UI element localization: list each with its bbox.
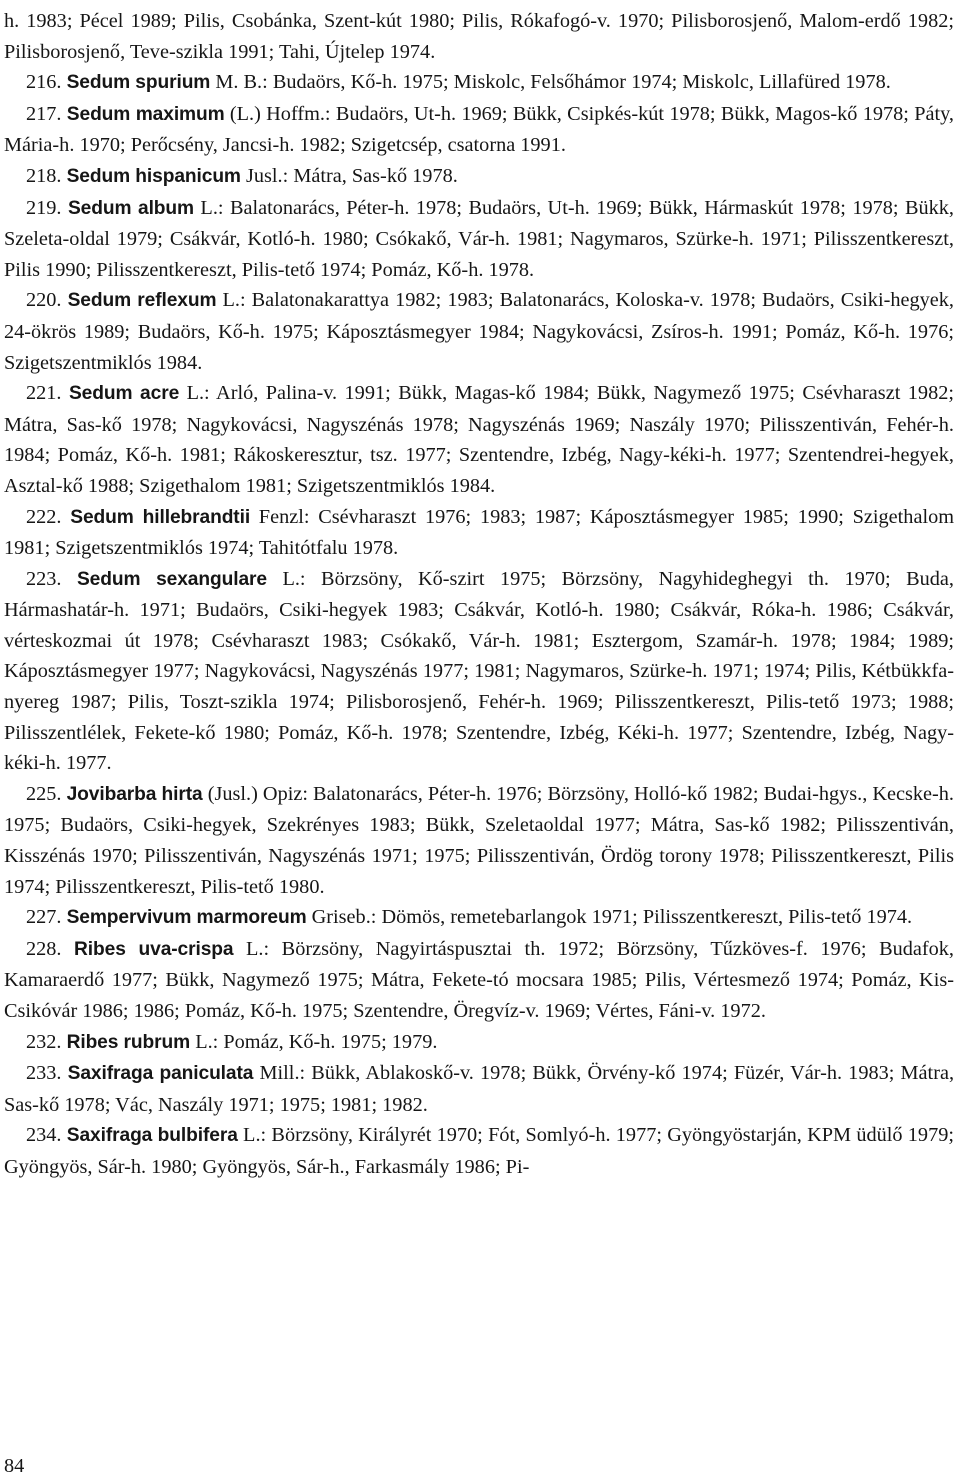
species-entry (4, 99, 954, 161)
species-entry (4, 564, 954, 779)
species-entry (4, 1058, 954, 1120)
species-name: Sedum acre (68, 383, 180, 405)
entry-number: 227. (26, 906, 62, 929)
locality-list: Börzsöny, Kő-szirt 1975; Börzsöny, Nagyhideghegyi th. 1970; Buda, Hármashatár-h. 1971; Budaörs, Csiki-hegyek 1983; Csákvár, Kotló-h. 1980; Csákvár, Róka-h. 1986; Csákvár, vérteskozmai út 1978; Csévharaszt 1983; Csókakő, Vár-h. 1981; Esztergom, Szamár-h. 1978; 1984; 1989; Káposztásmegyer 1977; Nagykovácsi, Nagyszénás 1977; 1981; Nagymaros, Szürke-h. 1971; 1974; Pilis, Kétbükkfa-nyereg 1987; Pilis, Toszt-szikla 1974; Pilisborosjenő, Fehér-h. 1969; Pilisszentkereszt, Pilis-tető 1973; 1988; Pilisszentlélek, Fekete-kő 1980; Pomáz, Kő-h. 1978; Szentendre, Izbég, Kéki-h. 1977; Szentendre, Izbég, Nagy-kéki-h. 1977. (4, 567, 954, 775)
locality-list: Balatonakarattya 1982; 1983; Balatonarács, Koloska-v. 1978; Budaörs, Csiki-hegyek, 24-ökrös 1989; Budaörs, Kő-h. 1975; Káposztásmegyer 1984; Nagykovácsi, Zsíros-h. 1991; Pomáz, Kő-h. 1976; Szigetszentmiklós 1984. (4, 289, 954, 374)
entry-number: 232. (26, 1030, 62, 1053)
species-entry (4, 1027, 954, 1059)
locality-list: Csévharaszt 1976; 1983; 1987; Káposztásmegyer 1985; 1990; Szigethalom 1981; Szigetszentmiklós 1974; Tahitótfalu 1978. (4, 505, 955, 560)
species-name: Saxifraga bulbifera (66, 1125, 238, 1147)
author-citation: M. B.: (210, 71, 268, 94)
entry-number: 228. (26, 937, 62, 960)
author-citation: L.: (237, 1124, 267, 1147)
locality-list: Budaörs, Ut-h. 1969; Bükk, Csipkés-kút 1978; Bükk, Magos-kő 1978; Páty, Mária-h. 1970; Perőcsény, Jancsi-h. 1982; Szigetcsép, csatorna 1991. (4, 102, 955, 157)
species-entry (4, 934, 954, 1027)
author-citation: L.: (216, 289, 246, 312)
species-name: Sedum reflexum (67, 290, 217, 312)
species-entry (4, 502, 954, 564)
locality-list: Börzsöny, Királyrét 1970; Fót, Somlyó-h. 1977; Gyöngyöstarján, KPM üdülő 1979; Gyöngyös, Sár-h. 1980; Gyöngyös, Sár-h., Farkasmály 1986; Pi- (4, 1124, 954, 1178)
author-citation: L.: (179, 382, 210, 405)
entry-number: 219. (26, 196, 62, 219)
locality-list: Bükk, Ablakoskő-v. 1978; Bükk, Örvény-kő 1974; Füzér, Vár-h. 1983; Mátra, Sas-kő 1978; Vác, Naszály 1971; 1975; 1981; 1982. (4, 1062, 955, 1116)
locality-list: Dömös, remetebarlangok 1971; Pilisszentkereszt, Pilis-tető 1974. (376, 906, 913, 929)
author-citation: Griseb.: (306, 906, 377, 929)
author-citation: L.: (194, 196, 224, 219)
species-entry (4, 193, 954, 286)
author-citation: (Jusl.) Opiz: (202, 782, 308, 805)
page-text (4, 6, 954, 1183)
species-entry (4, 779, 954, 902)
species-entry (4, 1120, 954, 1182)
species-entry (4, 285, 954, 378)
locality-list: Pomáz, Kő-h. 1975; 1979. (218, 1030, 438, 1053)
entry-number: 233. (26, 1062, 62, 1085)
author-citation: Mill.: (253, 1062, 306, 1085)
species-name: Sempervivum marmoreum (66, 907, 307, 929)
author-citation: Jusl.: (240, 164, 289, 187)
species-name: Sedum sexangulare (76, 568, 267, 590)
species-name: Sedum hispanicum (66, 165, 241, 187)
entry-number: 217. (26, 102, 62, 125)
entry-number: 216. (26, 71, 62, 94)
species-name: Sedum spurium (66, 72, 211, 94)
species-entry (4, 902, 954, 934)
entry-number: 222. (26, 505, 62, 528)
species-name: Sedum album (67, 197, 194, 219)
page-number: 84 (4, 1455, 25, 1477)
locality-list: Balatonarács, Péter-h. 1978; Budaörs, Ut-h. 1969; Bükk, Hármaskút 1978; 1978; Bükk, Szeleta-oldal 1979; Csákvár, Kotló-h. 1980; Csókakő, Vár-h. 1981; Nagymaros, Szürke-h. 1971; Pilisszentkereszt, Pilis 1990; Pilisszentkereszt, Pilis-tető 1974; Pomáz, Kő-h. 1978. (4, 196, 954, 281)
continued-entry-text: h. 1983; Pécel 1989; Pilis, Csobánka, Szent-kút 1980; Pilis, Rókafogó-v. 1970; Pilisborosjenő, Malom-erdő 1982; Pilisborosjenő, Teve-szikla 1991; Tahi, Újtelep 1974. (4, 10, 954, 63)
species-entry (4, 161, 954, 193)
author-citation: (L.) Hoffm.: (224, 102, 331, 125)
entry-number: 234. (26, 1124, 62, 1147)
species-entry (4, 67, 954, 99)
author-citation: L.: (233, 937, 270, 960)
species-name: Ribes uva-crispa (74, 938, 234, 960)
species-name: Saxifraga paniculata (67, 1063, 254, 1085)
locality-list: Arló, Palina-v. 1991; Bükk, Magas-kő 1984; Bükk, Nagymező 1975; Csévharaszt 1982; Mátra, Sas-kő 1978; Nagykovácsi, Nagyszénás 1978; Nagyszénás 1969; Naszály 1970; Pilisszentiván, Fehér-h. 1984; Pomáz, Kő-h. 1981; Rákoskeresztur, tsz. 1977; Szentendre, Izbég, Nagy-kéki-h. 1977; Szentendrei-hegyek, Asztal-kő 1988; Szigethalom 1981; Szigetszentmiklós 1984. (4, 382, 954, 497)
entry-number: 220. (26, 289, 62, 312)
author-citation: L.: (190, 1030, 219, 1053)
locality-list: Budaörs, Kő-h. 1975; Miskolc, Felsőhámor 1974; Miskolc, Lillafüred 1978. (267, 71, 891, 94)
entry-number: 221. (26, 382, 62, 405)
locality-list: Balatonarács, Péter-h. 1976; Börzsöny, Holló-kő 1982; Budai-hgys., Kecske-h. 1975; Budaörs, Csiki-hegyek, Szekrényes 1983; Bükk, Szeletaoldal 1977; Mátra, Sas-kő 1982; Pilisszentiván, Kisszénás 1970; Pilisszentiván, Nagyszénás 1971; 1975; Pilisszentiván, Ördög torony 1978; Pilisszentkereszt, Pilis 1974; Pilisszentkereszt, Pilis-tető 1980. (4, 782, 955, 898)
entry-number: 223. (26, 567, 62, 590)
species-entry-list (4, 67, 954, 1182)
locality-list: Mátra, Sas-kő 1978. (288, 164, 458, 187)
entry-number: 218. (26, 164, 62, 187)
entry-number: 225. (26, 782, 62, 805)
species-name: Jovibarba hirta (66, 783, 203, 805)
author-citation: Fenzl: (250, 505, 310, 528)
species-name: Ribes rubrum (66, 1031, 191, 1053)
locality-list: Börzsöny, Nagyirtáspusztai th. 1972; Börzsöny, Tűzköves-f. 1976; Budafok, Kamaraerdő 1977; Bükk, Nagymező 1975; Mátra, Fekete-tó mocsara 1985; Pilis, Vértesmező 1974; Pomáz, Kis-Csikóvár 1986; 1986; Pomáz, Kő-h. 1975; Szentendre, Öregvíz-v. 1969; Vértes, Fáni-v. 1972. (4, 937, 954, 1022)
species-entry (4, 378, 954, 501)
species-name: Sedum maximum (66, 103, 225, 125)
author-citation: L.: (266, 567, 306, 590)
species-name: Sedum hillebrandtii (70, 506, 251, 528)
